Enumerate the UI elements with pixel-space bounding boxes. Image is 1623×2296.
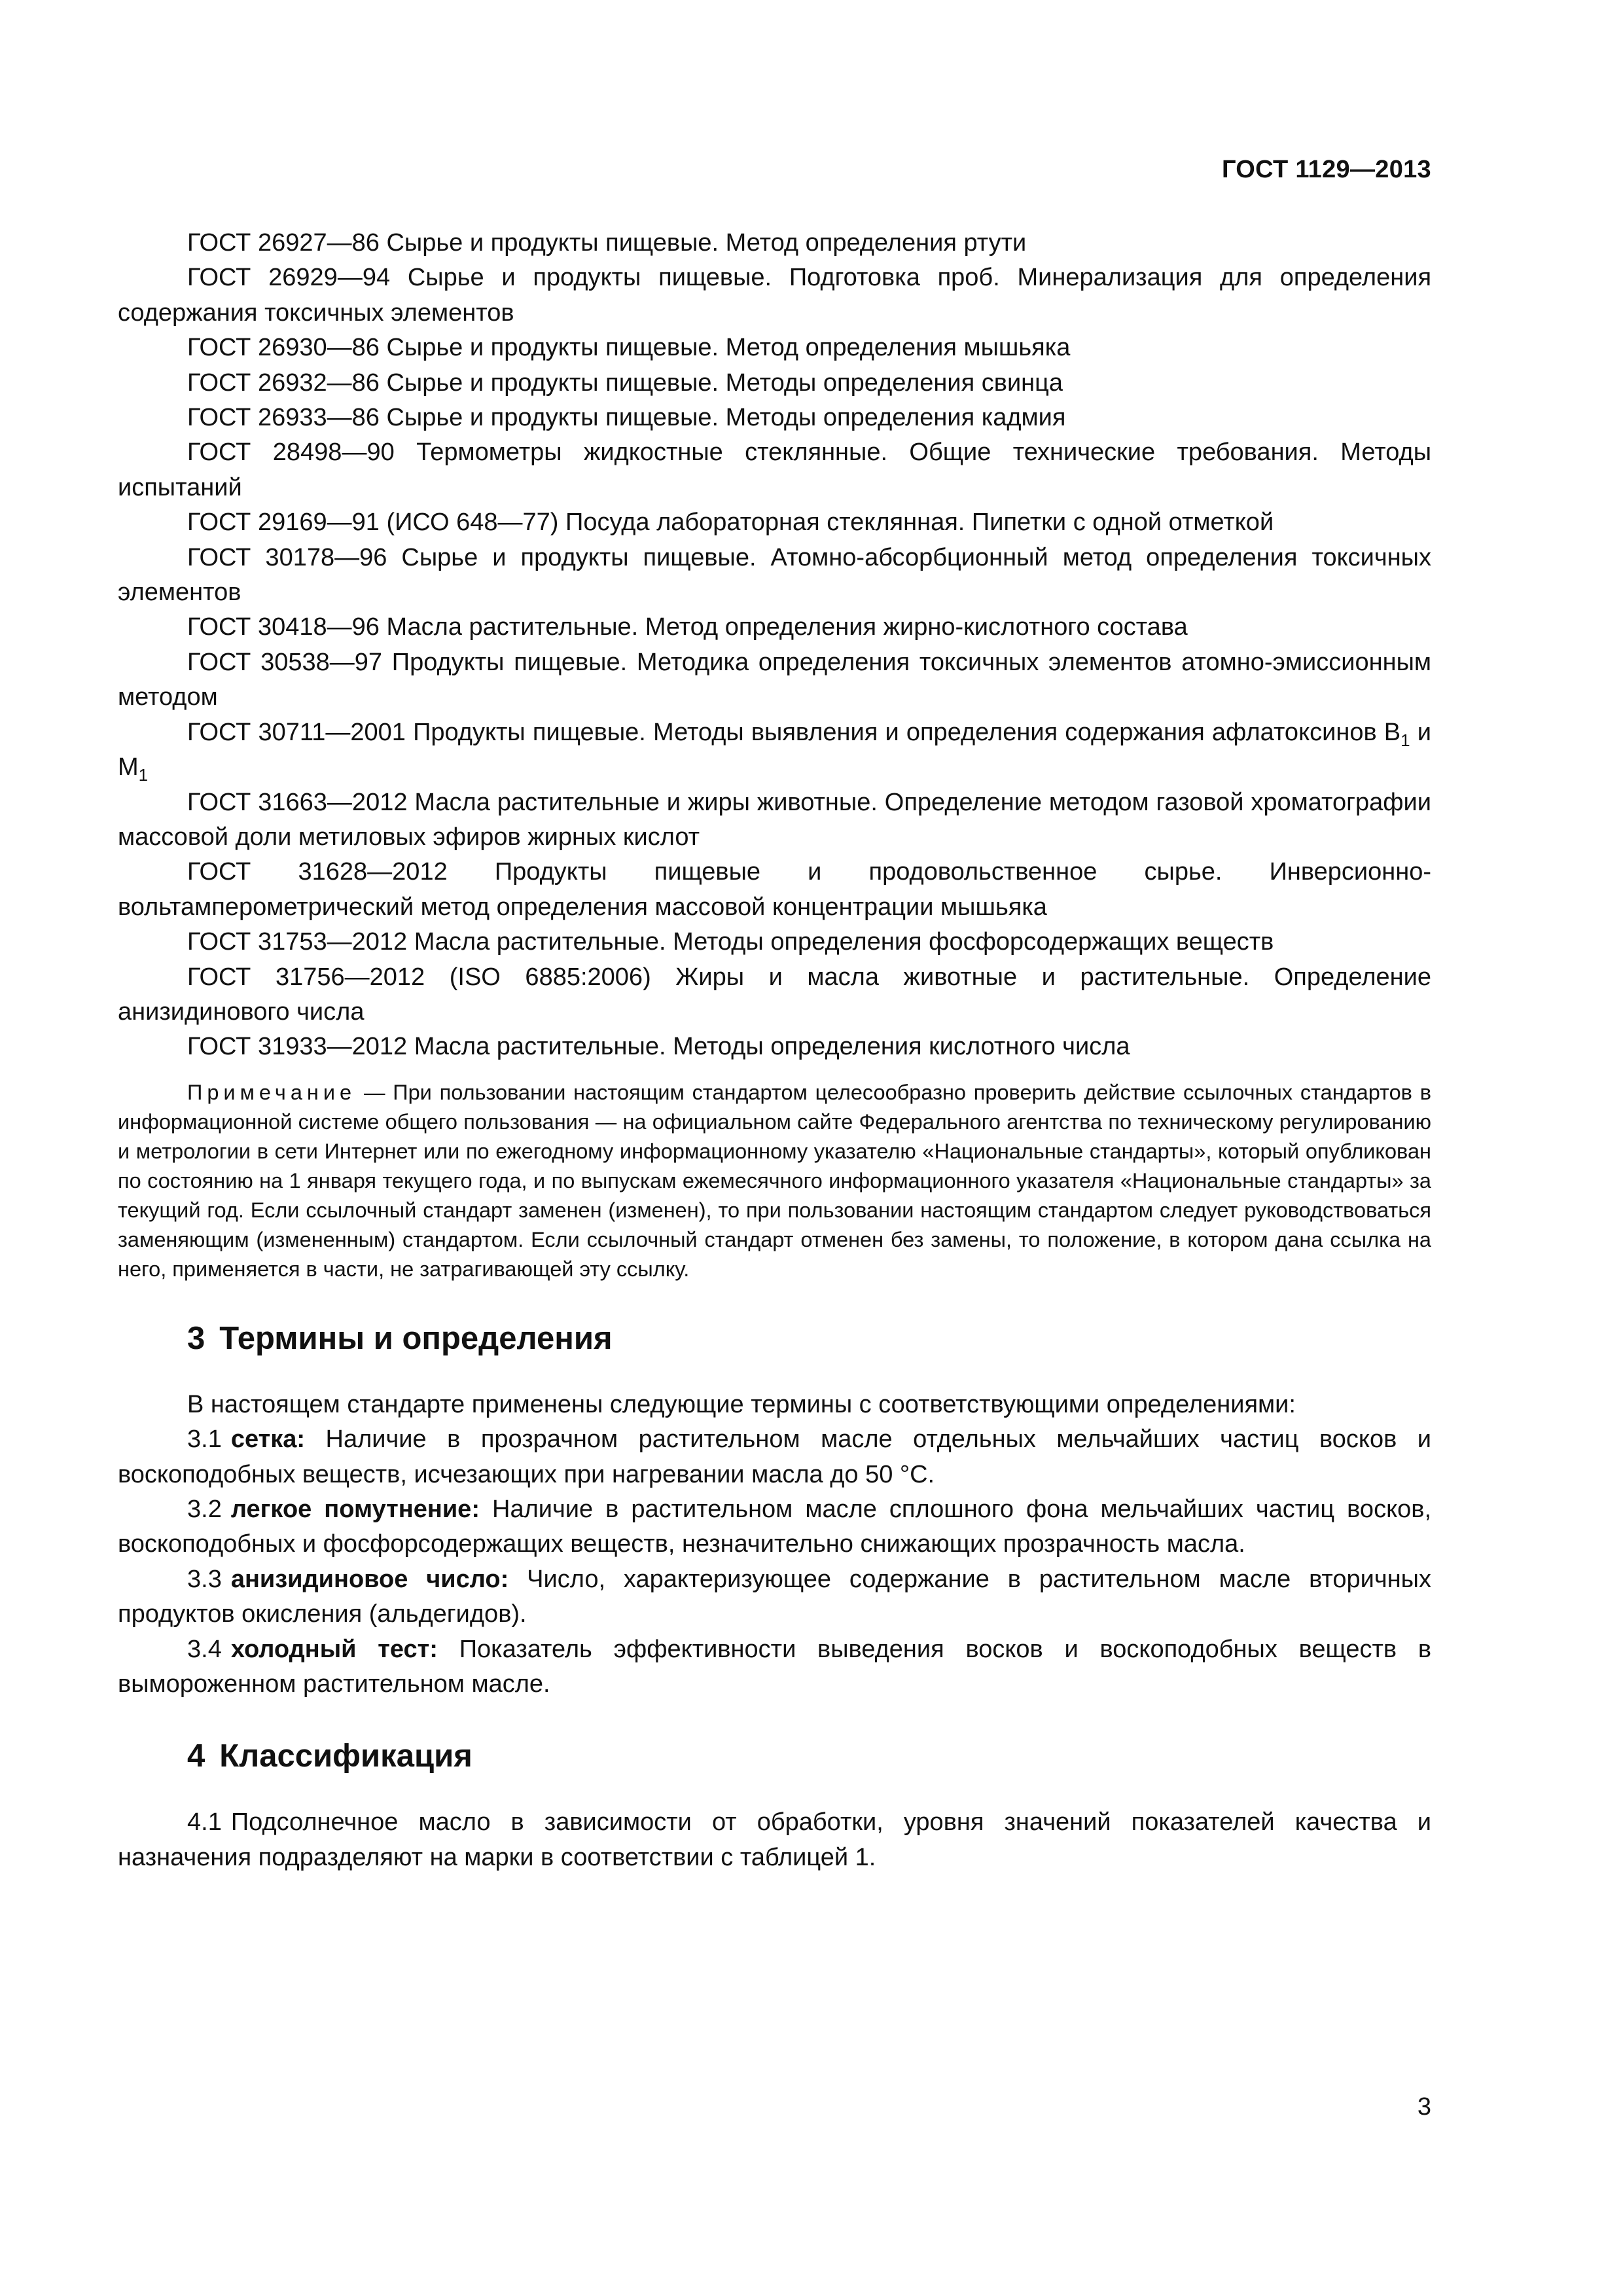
reference-title: Масла растительные и жиры животные. Определение методом газовой хроматографии массовой доли метиловых эфиров жирных кислот bbox=[118, 788, 1431, 851]
reference-title: Сырье и продукты пищевые. Методы определения свинца bbox=[386, 368, 1063, 397]
reference-item bbox=[118, 960, 1431, 1030]
page-number: 3 bbox=[1417, 2093, 1431, 2121]
term-name: легкое помутнение: bbox=[230, 1495, 480, 1523]
term-name: холодный тест: bbox=[230, 1635, 438, 1663]
reference-title: Масла растительные. Метод определения жирно-кислотного состава bbox=[386, 613, 1188, 641]
reference-code: ГОСТ 26930—86 bbox=[187, 334, 380, 362]
reference-title: Сырье и продукты пищевые. Методы определения кадмия bbox=[386, 404, 1066, 432]
section-4-heading bbox=[118, 1733, 1431, 1779]
reference-code: ГОСТ 31663—2012 bbox=[187, 788, 408, 816]
term-text: Показатель эффективности выведения восков и воскоподобных веществ в вымороженном растительном масле. bbox=[118, 1635, 1432, 1698]
reference-item bbox=[118, 541, 1431, 611]
document-header-code: ГОСТ 1129—2013 bbox=[1221, 156, 1431, 183]
reference-title: Продукты пищевые. Методика определения токсичных элементов атомно-эмиссионным методом bbox=[118, 648, 1432, 711]
reference-title: Масла растительные. Методы определения кислотного числа bbox=[414, 1033, 1130, 1061]
section-title: Термины и определения bbox=[219, 1320, 613, 1356]
reference-code: ГОСТ 26927—86 bbox=[187, 229, 380, 257]
page-content bbox=[118, 226, 1431, 1875]
term-definition bbox=[118, 1632, 1431, 1702]
section-3-heading bbox=[118, 1316, 1431, 1361]
reference-title: Термометры жидкостные стеклянные. Общие технические требования. Методы испытаний bbox=[118, 439, 1432, 501]
term-text: Наличие в растительном масле сплошного фона мельчайших частиц восков, воскоподобных и фосфорсодержащих веществ, незначительно снижающих прозрачность масла. bbox=[118, 1495, 1432, 1558]
section-number: 3 bbox=[187, 1320, 205, 1356]
reference-item bbox=[118, 855, 1431, 925]
reference-item bbox=[118, 366, 1431, 401]
reference-item bbox=[118, 610, 1431, 645]
note-paragraph bbox=[118, 1078, 1431, 1284]
subscript: 1 bbox=[138, 765, 149, 785]
normative-references-list bbox=[118, 226, 1431, 1065]
note-label: Примечание bbox=[187, 1080, 357, 1104]
term-text: Наличие в прозрачном растительном масле отдельных мельчайших частиц восков и воскоподобных веществ, исчезающих при нагревании масла до 50 °С. bbox=[118, 1426, 1431, 1488]
reference-item bbox=[118, 1030, 1431, 1064]
reference-title-continued: и М bbox=[118, 718, 1431, 781]
section-title: Классификация bbox=[219, 1738, 473, 1774]
term-number: 3.4 bbox=[187, 1635, 222, 1663]
term-definition bbox=[118, 1422, 1431, 1492]
reference-title: (ИСО 648—77) Посуда лабораторная стеклянная. Пипетки с одной отметкой bbox=[386, 509, 1274, 537]
reference-item bbox=[118, 505, 1431, 540]
reference-item bbox=[118, 785, 1431, 855]
reference-title: Сырье и продукты пищевые. Метод определения мышьяка bbox=[386, 334, 1071, 362]
term-definition bbox=[118, 1562, 1431, 1632]
term-definition bbox=[118, 1492, 1431, 1562]
reference-item bbox=[118, 715, 1431, 785]
reference-item bbox=[118, 435, 1431, 505]
reference-code: ГОСТ 28498—90 bbox=[187, 439, 395, 467]
reference-code: ГОСТ 30178—96 bbox=[187, 543, 387, 571]
paragraph-number: 4.1 bbox=[187, 1808, 222, 1837]
reference-item bbox=[118, 331, 1431, 365]
reference-code: ГОСТ 31628—2012 bbox=[187, 858, 448, 886]
term-number: 3.3 bbox=[187, 1565, 222, 1593]
reference-code: ГОСТ 30711—2001 bbox=[187, 718, 406, 746]
reference-item bbox=[118, 401, 1431, 435]
reference-code: ГОСТ 30538—97 bbox=[187, 648, 383, 676]
reference-item bbox=[118, 226, 1431, 260]
classification-paragraph bbox=[118, 1805, 1431, 1875]
reference-code: ГОСТ 31753—2012 bbox=[187, 928, 408, 956]
reference-title: Сырье и продукты пищевые. Подготовка проб. Минерализация для определения содержания токсичных элементов bbox=[118, 264, 1432, 327]
reference-code: ГОСТ 26933—86 bbox=[187, 404, 380, 432]
subscript: 1 bbox=[1400, 730, 1410, 750]
reference-title: (ISO 6885:2006) Жиры и масла животные и растительные. Определение анизидинового числа bbox=[118, 963, 1432, 1026]
reference-code: ГОСТ 31756—2012 bbox=[187, 963, 425, 991]
reference-item bbox=[118, 925, 1431, 960]
reference-title: Продукты пищевые и продовольственное сырье. Инверсионно-вольтамперометрический метод определения массовой концентрации мышьяка bbox=[118, 858, 1432, 921]
reference-code: ГОСТ 30418—96 bbox=[187, 613, 380, 641]
reference-code: ГОСТ 29169—91 bbox=[187, 509, 380, 537]
reference-title: Сырье и продукты пищевые. Метод определения ртути bbox=[386, 229, 1027, 257]
reference-title: Сырье и продукты пищевые. Атомно-абсорбционный метод определения токсичных элементов bbox=[118, 543, 1431, 607]
term-text: Число, характеризующее содержание в растительном масле вторичных продуктов окисления (альдегидов). bbox=[118, 1565, 1431, 1628]
term-name: анизидиновое число: bbox=[230, 1565, 509, 1593]
note-text: — При пользовании настоящим стандартом целесообразно проверить действие ссылочных стандартов в информационной системе общего пользования — на официальном сайте Федерального агентства по техническому регулированию и метрологии в сети Интернет или по ежегодному информационному указателю «Национальные стандарты», который опубликован по состоянию на 1 января текущего года, и по выпускам ежемесячного информационного указателя «Национальные стандарты» за текущий год. Если ссылочный стандарт заменен (изменен), то при пользовании настоящим стандартом следует руководствоваться заменяющим (измененным) стандартом. Если ссылочный стандарт отменен без замены, то положение, в котором дана ссылка на него, применяется в части, не затрагивающей эту ссылку. bbox=[118, 1080, 1431, 1281]
reference-code: ГОСТ 31933—2012 bbox=[187, 1033, 408, 1061]
section-3-intro: В настоящем стандарте применены следующие термины с соответствующими определениями: bbox=[187, 1390, 1296, 1418]
reference-code: ГОСТ 26929—94 bbox=[187, 264, 391, 292]
reference-item bbox=[118, 260, 1431, 331]
term-number: 3.1 bbox=[187, 1426, 222, 1454]
reference-title: Продукты пищевые. Методы выявления и определения содержания афлатоксинов В bbox=[413, 718, 1401, 746]
term-name: сетка: bbox=[230, 1426, 306, 1454]
reference-item bbox=[118, 645, 1431, 715]
term-number: 3.2 bbox=[187, 1495, 222, 1523]
reference-code: ГОСТ 26932—86 bbox=[187, 368, 380, 397]
paragraph-text: Подсолнечное масло в зависимости от обработки, уровня значений показателей качества и назначения подразделяют на марки в соответствии с таблицей 1. bbox=[118, 1808, 1431, 1871]
reference-title: Масла растительные. Методы определения фосфорсодержащих веществ bbox=[414, 928, 1274, 956]
section-number: 4 bbox=[187, 1738, 205, 1774]
